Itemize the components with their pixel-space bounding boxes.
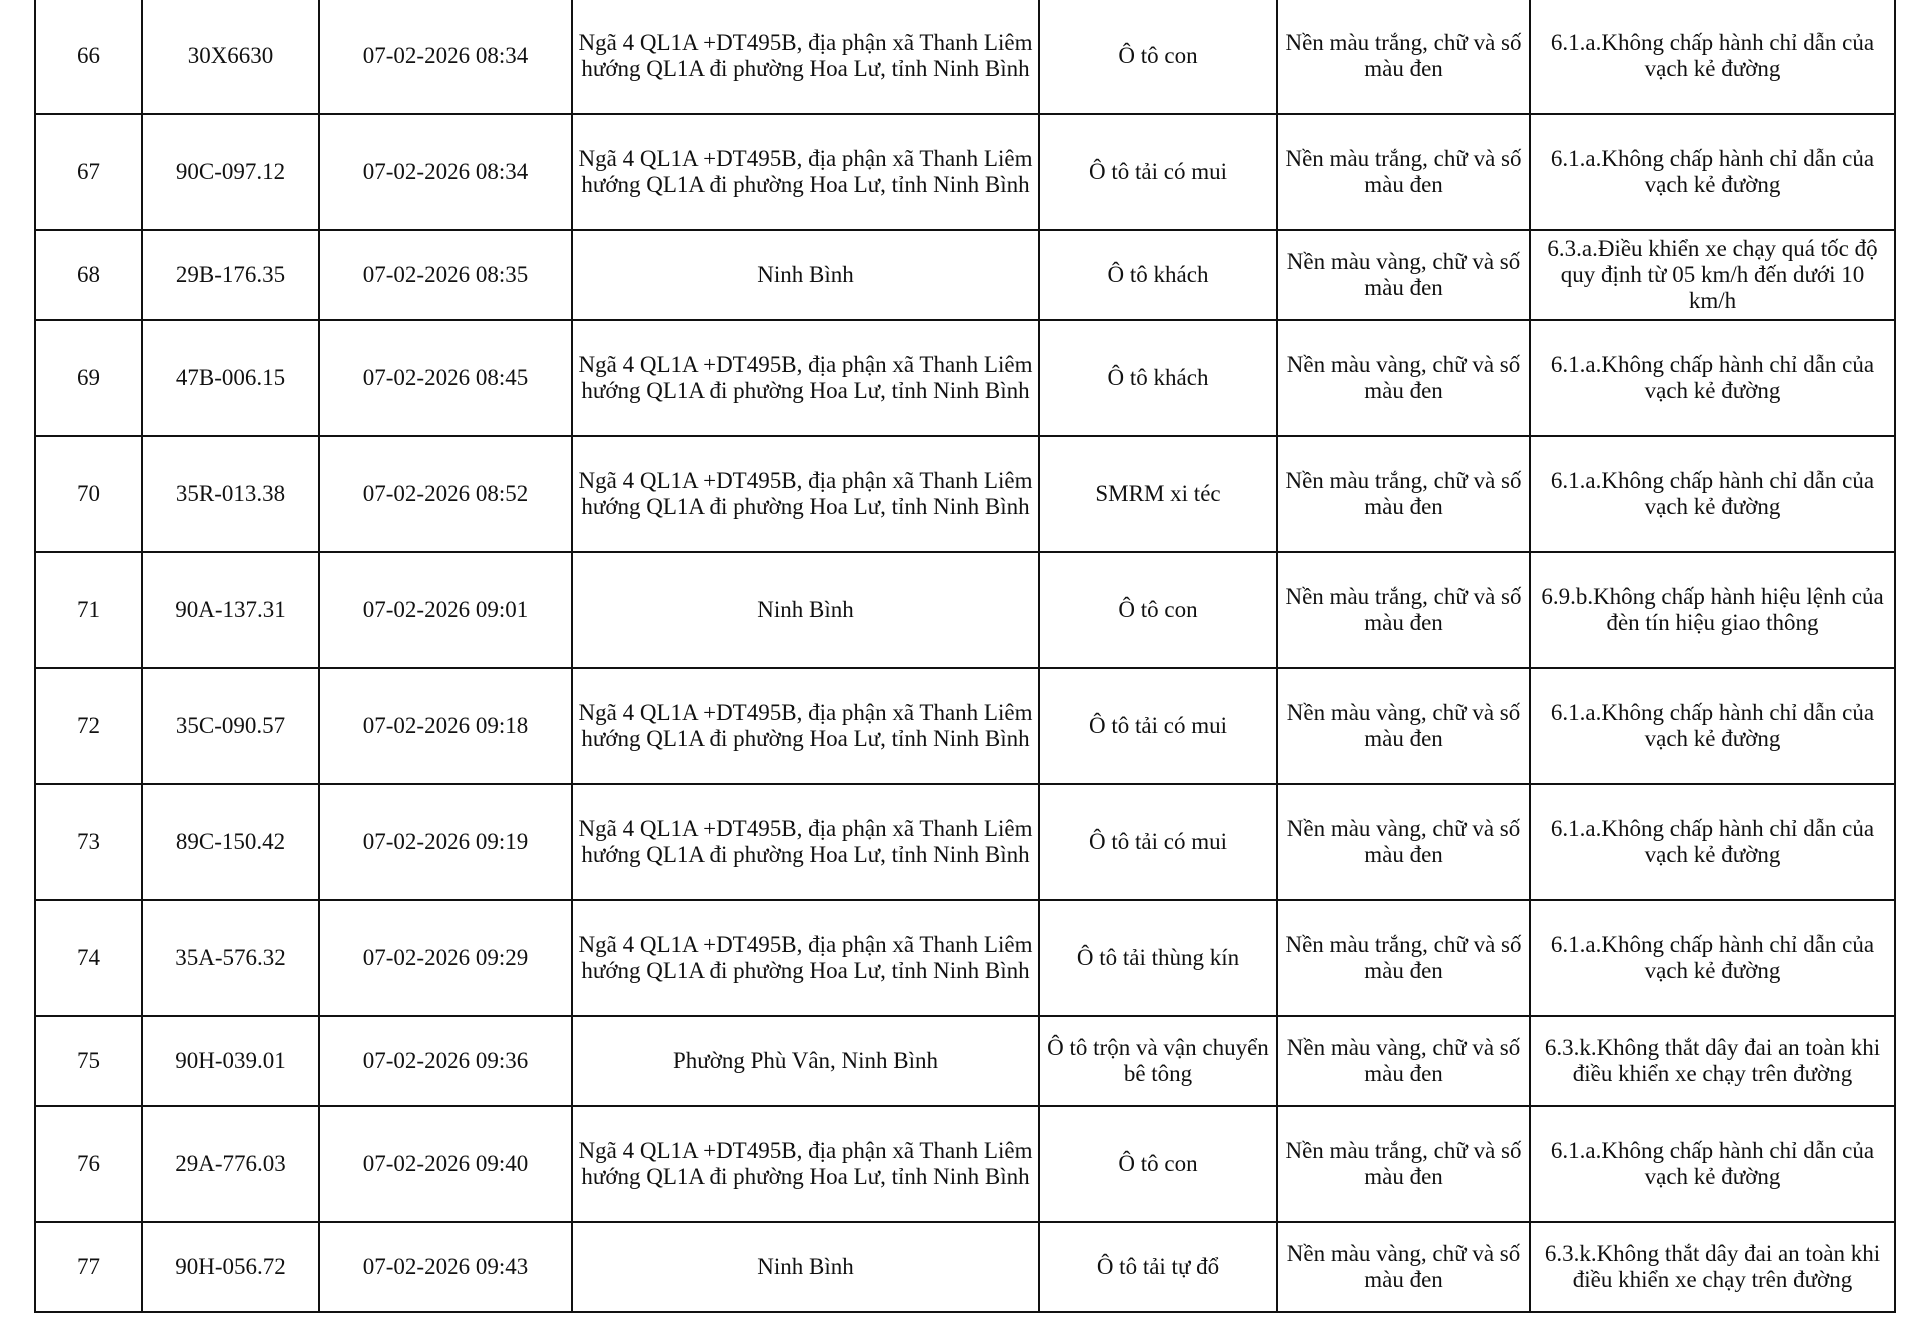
cell-location: Ngã 4 QL1A +DT495B, địa phận xã Thanh Liêm hướng QL1A đi phường Hoa Lư, tỉnh Ninh Bình [572,784,1039,900]
cell-time: 07-02-2026 09:18 [319,668,572,784]
violations-table [34,0,1896,1313]
cell-plate: 30X6630 [142,0,319,114]
cell-plate: 29A-776.03 [142,1106,319,1222]
table-row [35,1222,1895,1312]
cell-violation: 6.3.k.Không thắt dây đai an toàn khi điều khiển xe chạy trên đường [1530,1222,1895,1312]
cell-location: Ninh Bình [572,230,1039,320]
cell-violation: 6.3.a.Điều khiển xe chạy quá tốc độ quy định từ 05 km/h đến dưới 10 km/h [1530,230,1895,320]
cell-plate-color: Nền màu vàng, chữ và số màu đen [1277,1016,1530,1106]
table-row [35,900,1895,1016]
cell-time: 07-02-2026 08:34 [319,114,572,230]
cell-stt: 77 [35,1222,142,1312]
cell-violation: 6.1.a.Không chấp hành chỉ dẫn của vạch kẻ đường [1530,436,1895,552]
cell-vehicle: Ô tô con [1039,552,1277,668]
cell-vehicle: Ô tô tải thùng kín [1039,900,1277,1016]
cell-location: Ngã 4 QL1A +DT495B, địa phận xã Thanh Liêm hướng QL1A đi phường Hoa Lư, tỉnh Ninh Bình [572,114,1039,230]
cell-plate: 90A-137.31 [142,552,319,668]
table-row [35,668,1895,784]
cell-plate-color: Nền màu trắng, chữ và số màu đen [1277,552,1530,668]
cell-vehicle: Ô tô tải tự đổ [1039,1222,1277,1312]
cell-vehicle: Ô tô khách [1039,320,1277,436]
cell-violation: 6.1.a.Không chấp hành chỉ dẫn của vạch kẻ đường [1530,668,1895,784]
cell-location: Ngã 4 QL1A +DT495B, địa phận xã Thanh Liêm hướng QL1A đi phường Hoa Lư, tỉnh Ninh Bình [572,320,1039,436]
cell-plate: 35A-576.32 [142,900,319,1016]
table-row [35,230,1895,320]
cell-vehicle: Ô tô khách [1039,230,1277,320]
table-row [35,1106,1895,1222]
cell-plate: 90H-039.01 [142,1016,319,1106]
cell-location: Ngã 4 QL1A +DT495B, địa phận xã Thanh Liêm hướng QL1A đi phường Hoa Lư, tỉnh Ninh Bình [572,668,1039,784]
cell-stt: 72 [35,668,142,784]
table-row [35,552,1895,668]
cell-time: 07-02-2026 08:35 [319,230,572,320]
cell-location: Ngã 4 QL1A +DT495B, địa phận xã Thanh Liêm hướng QL1A đi phường Hoa Lư, tỉnh Ninh Bình [572,436,1039,552]
cell-violation: 6.3.k.Không thắt dây đai an toàn khi điều khiển xe chạy trên đường [1530,1016,1895,1106]
cell-vehicle: Ô tô con [1039,1106,1277,1222]
cell-violation: 6.1.a.Không chấp hành chỉ dẫn của vạch kẻ đường [1530,0,1895,114]
cell-stt: 74 [35,900,142,1016]
cell-vehicle: Ô tô trộn và vận chuyển bê tông [1039,1016,1277,1106]
cell-plate-color: Nền màu vàng, chữ và số màu đen [1277,668,1530,784]
cell-plate: 35C-090.57 [142,668,319,784]
cell-plate-color: Nền màu trắng, chữ và số màu đen [1277,0,1530,114]
cell-vehicle: Ô tô tải có mui [1039,784,1277,900]
cell-plate: 29B-176.35 [142,230,319,320]
cell-location: Ninh Bình [572,1222,1039,1312]
cell-plate-color: Nền màu vàng, chữ và số màu đen [1277,320,1530,436]
cell-location: Ngã 4 QL1A +DT495B, địa phận xã Thanh Liêm hướng QL1A đi phường Hoa Lư, tỉnh Ninh Bình [572,900,1039,1016]
cell-time: 07-02-2026 09:43 [319,1222,572,1312]
cell-plate: 35R-013.38 [142,436,319,552]
cell-location: Ninh Bình [572,552,1039,668]
cell-time: 07-02-2026 09:19 [319,784,572,900]
cell-violation: 6.1.a.Không chấp hành chỉ dẫn của vạch kẻ đường [1530,114,1895,230]
cell-stt: 70 [35,436,142,552]
cell-plate-color: Nền màu vàng, chữ và số màu đen [1277,784,1530,900]
cell-plate-color: Nền màu vàng, chữ và số màu đen [1277,230,1530,320]
cell-violation: 6.9.b.Không chấp hành hiệu lệnh của đèn tín hiệu giao thông [1530,552,1895,668]
cell-location: Ngã 4 QL1A +DT495B, địa phận xã Thanh Liêm hướng QL1A đi phường Hoa Lư, tỉnh Ninh Bình [572,1106,1039,1222]
cell-stt: 75 [35,1016,142,1106]
cell-vehicle: SMRM xi téc [1039,436,1277,552]
table-row [35,320,1895,436]
cell-violation: 6.1.a.Không chấp hành chỉ dẫn của vạch kẻ đường [1530,784,1895,900]
table-row [35,1016,1895,1106]
cell-time: 07-02-2026 09:29 [319,900,572,1016]
cell-time: 07-02-2026 09:01 [319,552,572,668]
cell-plate: 90C-097.12 [142,114,319,230]
cell-time: 07-02-2026 09:36 [319,1016,572,1106]
table-row [35,114,1895,230]
cell-plate-color: Nền màu vàng, chữ và số màu đen [1277,1222,1530,1312]
cell-time: 07-02-2026 08:52 [319,436,572,552]
cell-time: 07-02-2026 08:45 [319,320,572,436]
cell-stt: 73 [35,784,142,900]
cell-vehicle: Ô tô tải có mui [1039,668,1277,784]
cell-stt: 68 [35,230,142,320]
cell-time: 07-02-2026 09:40 [319,1106,572,1222]
cell-violation: 6.1.a.Không chấp hành chỉ dẫn của vạch kẻ đường [1530,320,1895,436]
table-row [35,784,1895,900]
cell-stt: 66 [35,0,142,114]
cell-stt: 76 [35,1106,142,1222]
cell-plate-color: Nền màu trắng, chữ và số màu đen [1277,436,1530,552]
table-row [35,0,1895,114]
cell-time: 07-02-2026 08:34 [319,0,572,114]
cell-stt: 69 [35,320,142,436]
cell-violation: 6.1.a.Không chấp hành chỉ dẫn của vạch kẻ đường [1530,1106,1895,1222]
cell-vehicle: Ô tô tải có mui [1039,114,1277,230]
cell-vehicle: Ô tô con [1039,0,1277,114]
cell-location: Ngã 4 QL1A +DT495B, địa phận xã Thanh Liêm hướng QL1A đi phường Hoa Lư, tỉnh Ninh Bình [572,0,1039,114]
cell-plate-color: Nền màu trắng, chữ và số màu đen [1277,114,1530,230]
cell-plate: 90H-056.72 [142,1222,319,1312]
cell-plate: 47B-006.15 [142,320,319,436]
cell-location: Phường Phù Vân, Ninh Bình [572,1016,1039,1106]
cell-plate-color: Nền màu trắng, chữ và số màu đen [1277,1106,1530,1222]
cell-plate-color: Nền màu trắng, chữ và số màu đen [1277,900,1530,1016]
table-row [35,436,1895,552]
cell-stt: 67 [35,114,142,230]
cell-stt: 71 [35,552,142,668]
cell-violation: 6.1.a.Không chấp hành chỉ dẫn của vạch kẻ đường [1530,900,1895,1016]
cell-plate: 89C-150.42 [142,784,319,900]
